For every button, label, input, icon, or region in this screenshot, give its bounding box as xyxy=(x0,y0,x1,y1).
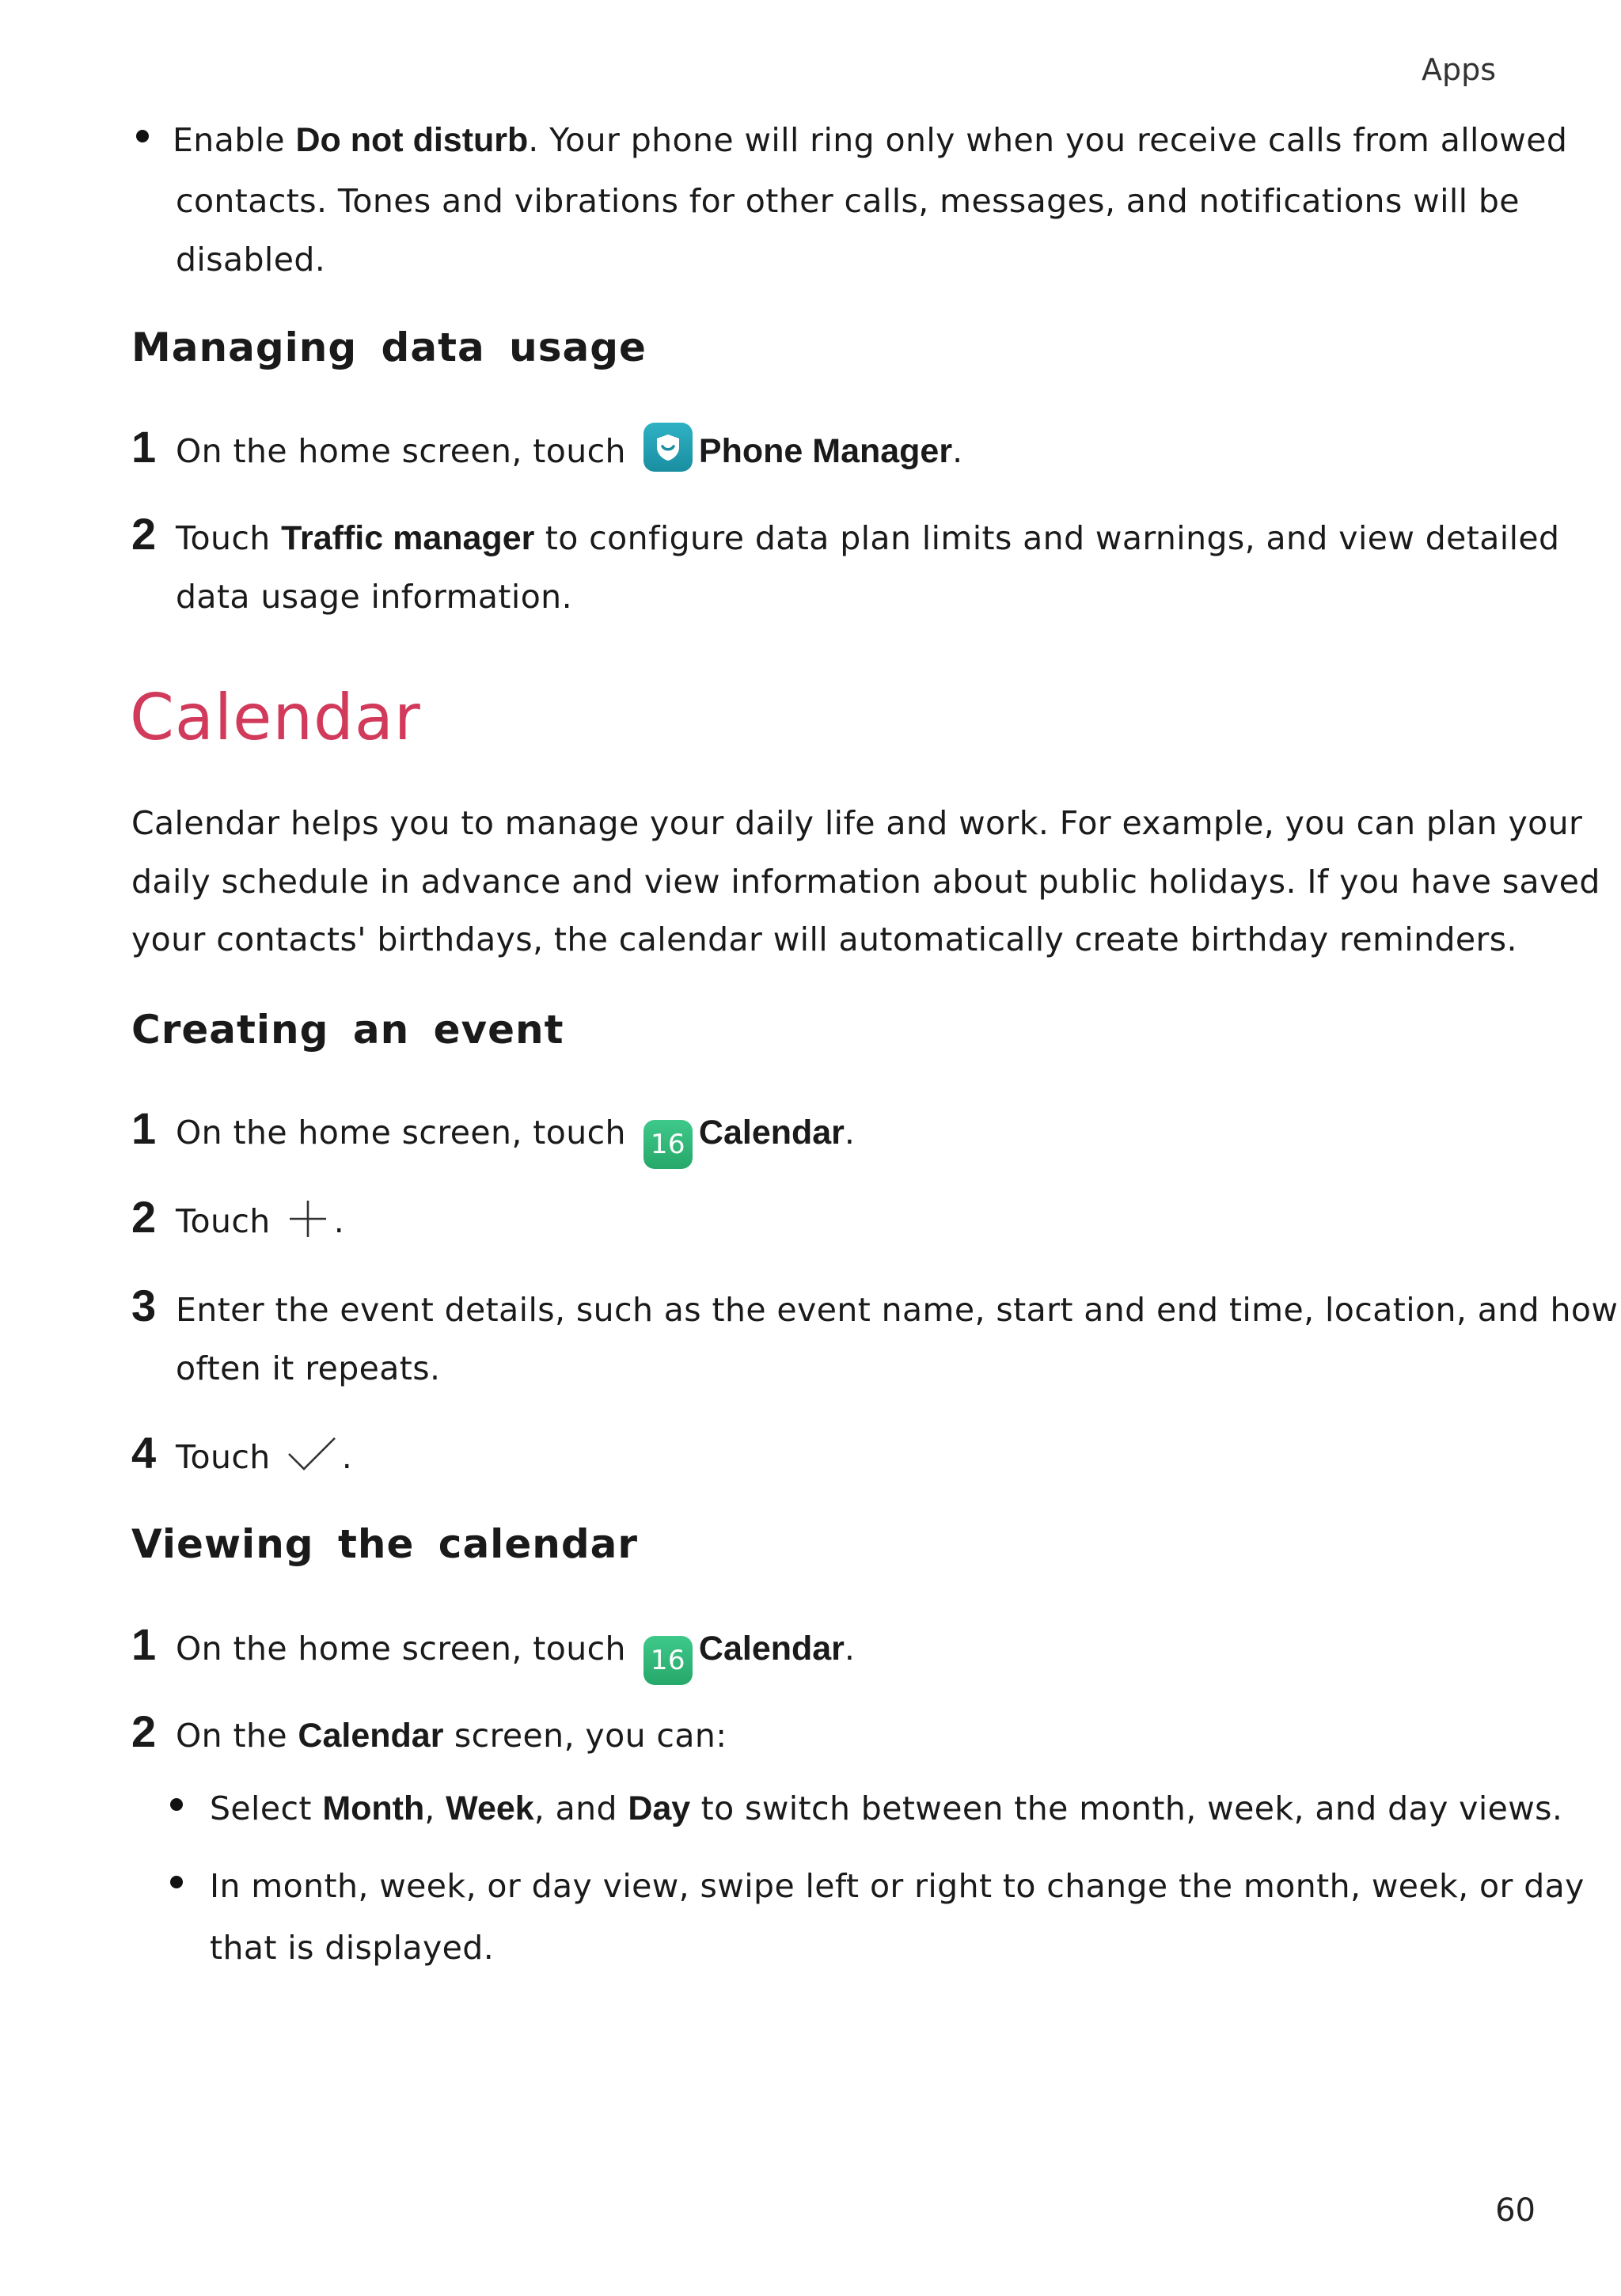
bold-term: Calendar xyxy=(698,1630,845,1668)
step-number: 2 xyxy=(131,1192,157,1242)
intro-bullet-line1 xyxy=(173,111,1567,169)
text: Touch xyxy=(176,519,282,557)
text: , xyxy=(424,1789,446,1827)
creating-step2 xyxy=(176,1192,344,1258)
running-header: Apps xyxy=(1421,52,1496,87)
calendar-intro-line1: Calendar helps you to manage your daily life and work. For example, you can plan your xyxy=(131,804,1583,842)
phone-manager-icon xyxy=(643,423,693,472)
intro-bullet-line2: contacts. Tones and vibrations for other calls, messages, and notifications will be xyxy=(176,182,1520,220)
step-number: 2 xyxy=(131,509,157,559)
step-number: 1 xyxy=(131,1103,157,1153)
bullet-dot xyxy=(136,130,149,142)
calendar-intro-line2: daily schedule in advance and view information about public holidays. If you have saved xyxy=(131,863,1600,901)
text: On the xyxy=(176,1717,298,1755)
step-number: 1 xyxy=(131,422,157,472)
bullet-dot xyxy=(170,1876,183,1888)
data-usage-step2-line2: data usage information. xyxy=(176,578,572,616)
step-number: 1 xyxy=(131,1619,157,1669)
chapter-title-calendar: Calendar xyxy=(130,681,421,754)
bold-term: Phone Manager xyxy=(698,432,953,470)
page-number: 60 xyxy=(1495,2192,1536,2229)
bold-term: Month xyxy=(322,1789,425,1827)
step-number: 4 xyxy=(131,1428,157,1478)
text: to switch between the month, week, and day views. xyxy=(690,1789,1563,1827)
viewing-bullet2-line2: that is displayed. xyxy=(210,1929,495,1967)
viewing-bullet1 xyxy=(210,1779,1562,1838)
step-number: 3 xyxy=(131,1281,157,1330)
plus-icon xyxy=(287,1197,329,1258)
checkmark-icon xyxy=(287,1433,337,1494)
calendar-icon: 16 xyxy=(643,1120,693,1169)
bold-term: Calendar xyxy=(698,1114,845,1152)
text: . xyxy=(844,1630,856,1668)
creating-step3-line2: often it repeats. xyxy=(176,1349,441,1387)
creating-step1 xyxy=(176,1103,855,1169)
text: Touch xyxy=(176,1438,271,1476)
data-usage-step1 xyxy=(176,422,963,480)
section-heading-viewing-calendar: Viewing the calendar xyxy=(131,1521,639,1567)
viewing-step2 xyxy=(176,1706,727,1765)
text: . Your phone will ring only when you receive calls from allowed xyxy=(528,121,1568,159)
text: . xyxy=(844,1114,856,1152)
text: , and xyxy=(533,1789,628,1827)
text: . xyxy=(952,432,963,470)
text: to configure data plan limits and warnings, and view detailed xyxy=(534,519,1560,557)
bullet-dot xyxy=(170,1798,183,1811)
viewing-step1 xyxy=(176,1619,855,1685)
data-usage-step2-line1 xyxy=(176,509,1559,567)
text: On the home screen, touch xyxy=(176,1630,626,1668)
step-number: 2 xyxy=(131,1706,157,1756)
creating-step3-line1: Enter the event details, such as the event name, start and end time, location, and how xyxy=(176,1291,1619,1329)
bold-term: Day xyxy=(628,1789,691,1827)
text: . xyxy=(333,1202,345,1240)
bold-term: Traffic manager xyxy=(281,519,535,557)
calendar-intro-line3: your contacts' birthdays, the calendar will automatically create birthday reminders. xyxy=(131,920,1517,958)
viewing-bullet2-line1: In month, week, or day view, swipe left or right to change the month, week, or day xyxy=(210,1867,1585,1905)
text: screen, you can: xyxy=(443,1717,727,1755)
text: Enable xyxy=(173,121,296,159)
creating-step4 xyxy=(176,1428,352,1494)
text: On the home screen, touch xyxy=(176,432,626,470)
calendar-icon: 16 xyxy=(643,1636,693,1685)
text: Select xyxy=(210,1789,323,1827)
text: On the home screen, touch xyxy=(176,1114,626,1152)
text: Touch xyxy=(176,1202,271,1240)
intro-bullet-line3: disabled. xyxy=(176,241,326,279)
text: . xyxy=(341,1438,353,1476)
bold-term: Calendar xyxy=(298,1717,444,1755)
bold-term: Week xyxy=(446,1789,534,1827)
section-heading-creating-event: Creating an event xyxy=(131,1007,564,1053)
bold-term: Do not disturb xyxy=(295,121,529,159)
section-heading-data-usage: Managing data usage xyxy=(131,324,647,370)
